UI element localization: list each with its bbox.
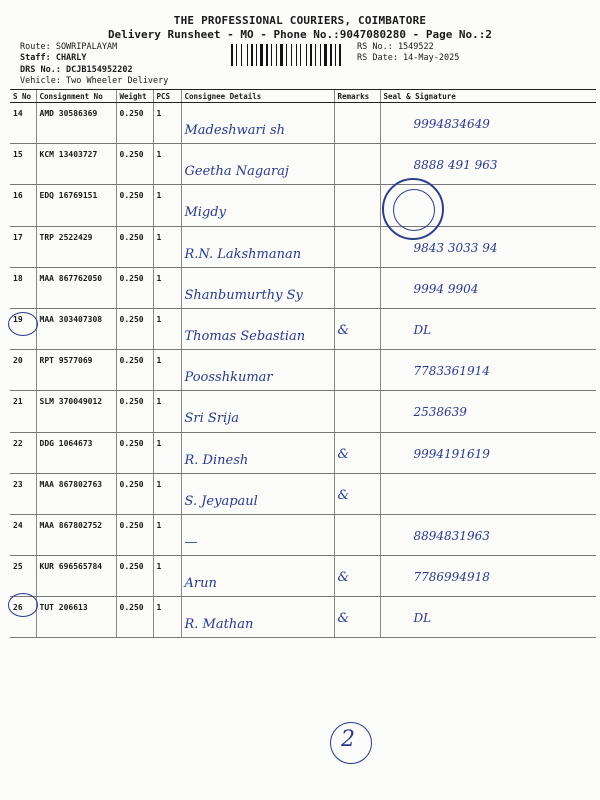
barcode (231, 44, 349, 66)
cell-pcs: 1 (153, 473, 181, 514)
cell-weight: 0.250 (116, 144, 153, 185)
remarks-handwriting: & (337, 487, 350, 503)
row-19-circle-mark (8, 312, 38, 336)
page-number-mark (330, 722, 372, 764)
cell-remarks (334, 350, 380, 391)
cell-pcs: 1 (153, 432, 181, 473)
signature-handwriting: 9994 9904 (413, 281, 479, 296)
cell-weight: 0.250 (116, 350, 153, 391)
cell-weight: 0.250 (116, 473, 153, 514)
table-row (10, 226, 596, 267)
cell-sno: 26 (10, 597, 36, 638)
cell-remarks (334, 103, 380, 144)
cell-consignee (181, 226, 334, 267)
cell-signature (380, 391, 596, 432)
cell-remarks (334, 144, 380, 185)
consignee-handwriting: R. Mathan (184, 617, 254, 633)
signature-handwriting: 9994191619 (413, 446, 490, 461)
consignee-handwriting: Shanbumurthy Sy (184, 287, 303, 303)
table-row (10, 267, 596, 308)
cell-pcs: 1 (153, 267, 181, 308)
vehicle-label: Vehicle: Two Wheeler Delivery (20, 76, 169, 86)
table-row (10, 144, 596, 185)
cell-signature (380, 103, 596, 144)
cell-consignment: KUR 696565784 (36, 556, 116, 597)
cell-pcs: 1 (153, 144, 181, 185)
cell-weight: 0.250 (116, 267, 153, 308)
cell-consignee (181, 597, 334, 638)
signature-handwriting: 7783361914 (413, 364, 490, 379)
consignee-handwriting: Geetha Nagaraj (184, 164, 289, 180)
company-title: THE PROFESSIONAL COURIERS, COIMBATORE (173, 14, 427, 27)
cell-sno: 24 (10, 514, 36, 555)
consignee-handwriting: Madeshwari sh (184, 123, 286, 138)
cell-pcs: 1 (153, 308, 181, 349)
cell-consignee (181, 185, 334, 226)
cell-remarks (334, 267, 380, 308)
cell-sno: 14 (10, 103, 36, 144)
cell-consignee (181, 103, 334, 144)
cell-weight: 0.250 (116, 185, 153, 226)
cell-sno: 19 (10, 308, 36, 349)
table-header-row (10, 90, 596, 103)
cell-sno: 16 (10, 185, 36, 226)
consignee-handwriting: — (184, 534, 198, 550)
table-row (10, 350, 596, 391)
consignee-handwriting: Thomas Sebastian (184, 328, 306, 344)
cell-sno: 21 (10, 391, 36, 432)
cell-remarks (334, 556, 380, 597)
table-row (10, 597, 596, 638)
cell-remarks (334, 226, 380, 267)
cell-sno: 17 (10, 226, 36, 267)
col-consignee: Consignee Details (181, 90, 334, 103)
cell-consignee (181, 473, 334, 514)
remarks-handwriting: & (337, 570, 350, 586)
col-weight: Weight (116, 90, 153, 103)
cell-sno: 18 (10, 267, 36, 308)
cell-remarks (334, 185, 380, 226)
cell-weight: 0.250 (116, 308, 153, 349)
cell-consignee (181, 432, 334, 473)
cell-consignee (181, 556, 334, 597)
cell-consignment: MAA 303407308 (36, 308, 116, 349)
table-row (10, 185, 596, 226)
cell-consignment: MAA 867762050 (36, 267, 116, 308)
cell-consignee (181, 350, 334, 391)
consignee-handwriting: S. Jeyapaul (184, 493, 258, 509)
row-26-circle-mark (8, 593, 38, 617)
cell-sno: 25 (10, 556, 36, 597)
cell-consignment: MAA 867802763 (36, 473, 116, 514)
cell-signature (380, 350, 596, 391)
cell-weight: 0.250 (116, 391, 153, 432)
cell-signature (380, 556, 596, 597)
table-row (10, 103, 596, 144)
table-row (10, 391, 596, 432)
signature-handwriting: 7786994918 (413, 570, 490, 585)
consignee-handwriting: Poosshkumar (184, 370, 273, 386)
cell-weight: 0.250 (116, 514, 153, 555)
remarks-handwriting: & (337, 446, 350, 462)
cell-consignee (181, 391, 334, 432)
consignee-handwriting: Sri Srija (184, 411, 239, 427)
cell-signature (380, 597, 596, 638)
cell-weight: 0.250 (116, 597, 153, 638)
cell-consignment: RPT 9577069 (36, 350, 116, 391)
cell-remarks (334, 432, 380, 473)
consignee-handwriting: R.N. Lakshmanan (184, 246, 302, 262)
cell-consignment: EDQ 16769151 (36, 185, 116, 226)
cell-sno: 22 (10, 432, 36, 473)
cell-weight: 0.250 (116, 556, 153, 597)
col-signature: Seal & Signature (380, 90, 596, 103)
cell-consignment: MAA 867802752 (36, 514, 116, 555)
cell-remarks (334, 514, 380, 555)
col-pcs: PCS (153, 90, 181, 103)
consignee-handwriting: R. Dinesh (184, 452, 249, 468)
cell-sno: 23 (10, 473, 36, 514)
consignee-handwriting: Arun (184, 576, 217, 592)
cell-signature (380, 514, 596, 555)
cell-consignee (181, 514, 334, 555)
cell-consignee (181, 144, 334, 185)
cell-signature (380, 308, 596, 349)
cell-sno: 20 (10, 350, 36, 391)
cell-weight: 0.250 (116, 103, 153, 144)
page-number-handwritten: 2 (341, 727, 355, 752)
rs-number: RS No.: 1549522 (357, 42, 434, 52)
table-row (10, 514, 596, 555)
cell-consignment: KCM 13403727 (36, 144, 116, 185)
col-sno: S No (10, 90, 36, 103)
cell-signature (380, 473, 596, 514)
signature-handwriting: 8888 491 963 (413, 158, 498, 173)
cell-pcs: 1 (153, 514, 181, 555)
cell-consignee (181, 308, 334, 349)
table-row (10, 556, 596, 597)
col-consignment: Consignment No (36, 90, 116, 103)
cell-remarks (334, 308, 380, 349)
cell-remarks (334, 391, 380, 432)
signature-handwriting: 9994834649 (413, 117, 490, 131)
rs-date: RS Date: 14-May-2025 (357, 53, 460, 63)
signature-handwriting: DL (413, 611, 432, 626)
cell-remarks (334, 597, 380, 638)
cell-pcs: 1 (153, 103, 181, 144)
cell-remarks (334, 473, 380, 514)
cell-pcs: 1 (153, 556, 181, 597)
cell-sno: 15 (10, 144, 36, 185)
signature-handwriting: 8894831963 (413, 528, 490, 543)
cell-pcs: 1 (153, 185, 181, 226)
cell-pcs: 1 (153, 597, 181, 638)
cell-pcs: 1 (153, 226, 181, 267)
cell-consignment: DDG 1064673 (36, 432, 116, 473)
consignee-handwriting: Migdy (184, 205, 226, 221)
signature-handwriting: 2538639 (413, 405, 467, 420)
cell-consignment: SLM 370049012 (36, 391, 116, 432)
remarks-handwriting: & (337, 322, 350, 338)
cell-weight: 0.250 (116, 432, 153, 473)
cell-signature (380, 432, 596, 473)
cell-consignee (181, 267, 334, 308)
col-remarks: Remarks (334, 90, 380, 103)
cell-consignment: AMD 30586369 (36, 103, 116, 144)
table-row (10, 308, 596, 349)
cell-consignment: TRP 2522429 (36, 226, 116, 267)
staff-label: Staff: CHARLY (20, 53, 87, 63)
table-row (10, 432, 596, 473)
signature-handwriting: DL (413, 322, 432, 337)
corporation-stamp (382, 178, 444, 240)
table-row (10, 473, 596, 514)
cell-pcs: 1 (153, 350, 181, 391)
cell-pcs: 1 (153, 391, 181, 432)
drs-label: DRS No.: DCJB154952202 (20, 65, 133, 75)
remarks-handwriting: & (337, 611, 350, 627)
signature-handwriting: 9843 3033 94 (413, 240, 498, 255)
cell-signature (380, 267, 596, 308)
runsheet-table (10, 89, 596, 638)
cell-consignment: TUT 206613 (36, 597, 116, 638)
runsheet-subtitle: Delivery Runsheet - MO - Phone No.:9047080280 - Page No.:2 (107, 28, 493, 41)
cell-weight: 0.250 (116, 226, 153, 267)
route-label: Route: SOWRIPALAYAM (20, 42, 118, 52)
